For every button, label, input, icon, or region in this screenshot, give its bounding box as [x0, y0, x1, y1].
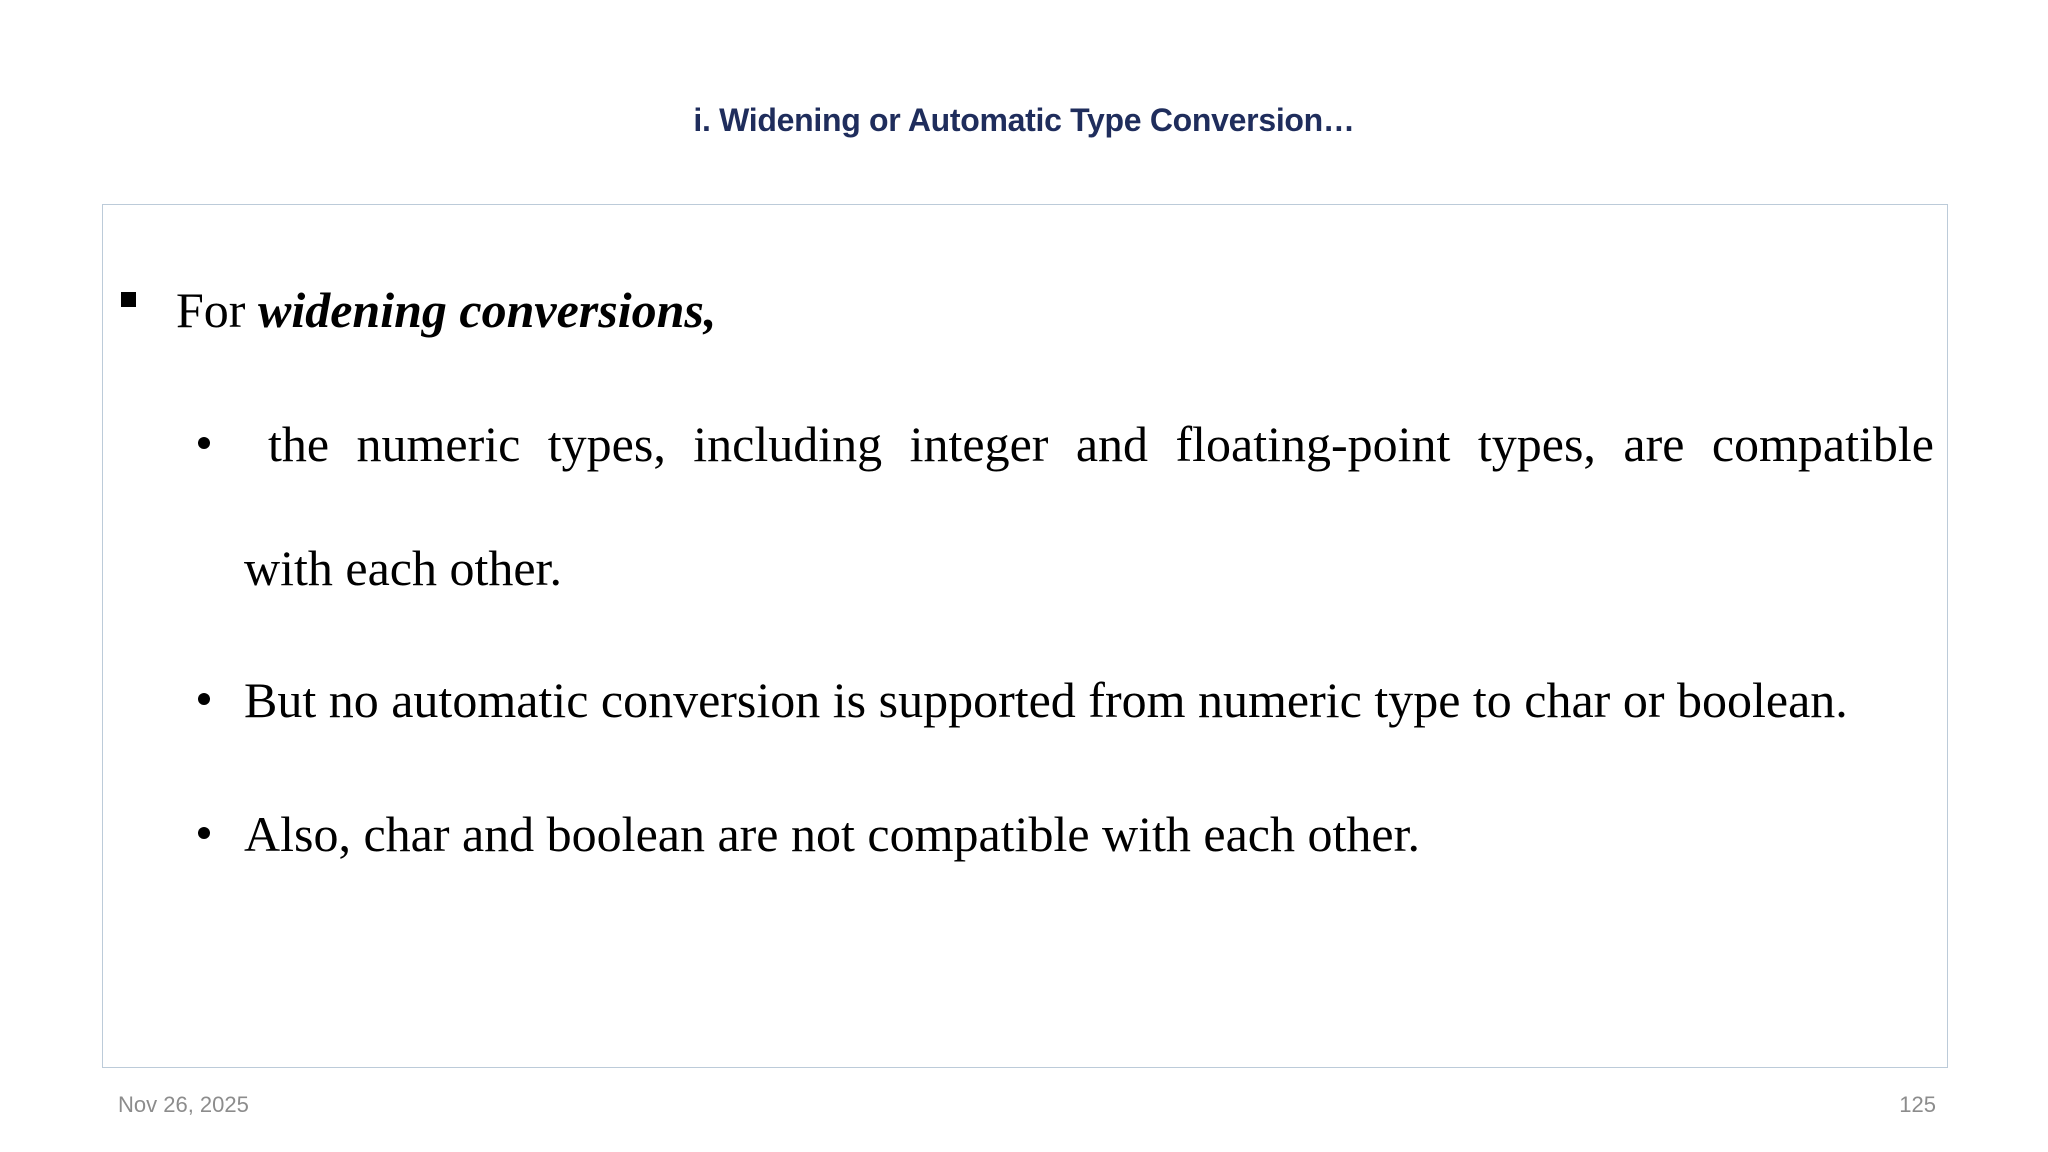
footer-page-number: 125 [1899, 1092, 1936, 1117]
dot-bullet-icon [198, 827, 210, 839]
main-bullet-emphasis: widening conversions, [257, 282, 717, 338]
footer-date: Nov 26, 2025 [118, 1092, 249, 1117]
sub-bullet-3-text: Also, char and boolean are not compatible with each other. [244, 806, 1420, 862]
slide-title: i. Widening or Automatic Type Conversion… [693, 102, 1355, 138]
sub-bullet-2-text: But no automatic conversion is supported from numeric type to char or boolean. [244, 672, 1848, 728]
square-bullet-icon [121, 292, 136, 307]
main-bullet-prefix: For [176, 282, 258, 338]
dot-bullet-icon [198, 693, 210, 705]
sub-bullet-1-line-2: with each other. [244, 540, 562, 596]
sub-bullet-1-line-1: the numeric types, including integer and floating-point types, are compatible [268, 416, 1934, 472]
dot-bullet-icon [198, 437, 210, 449]
main-bullet-text [176, 280, 716, 340]
